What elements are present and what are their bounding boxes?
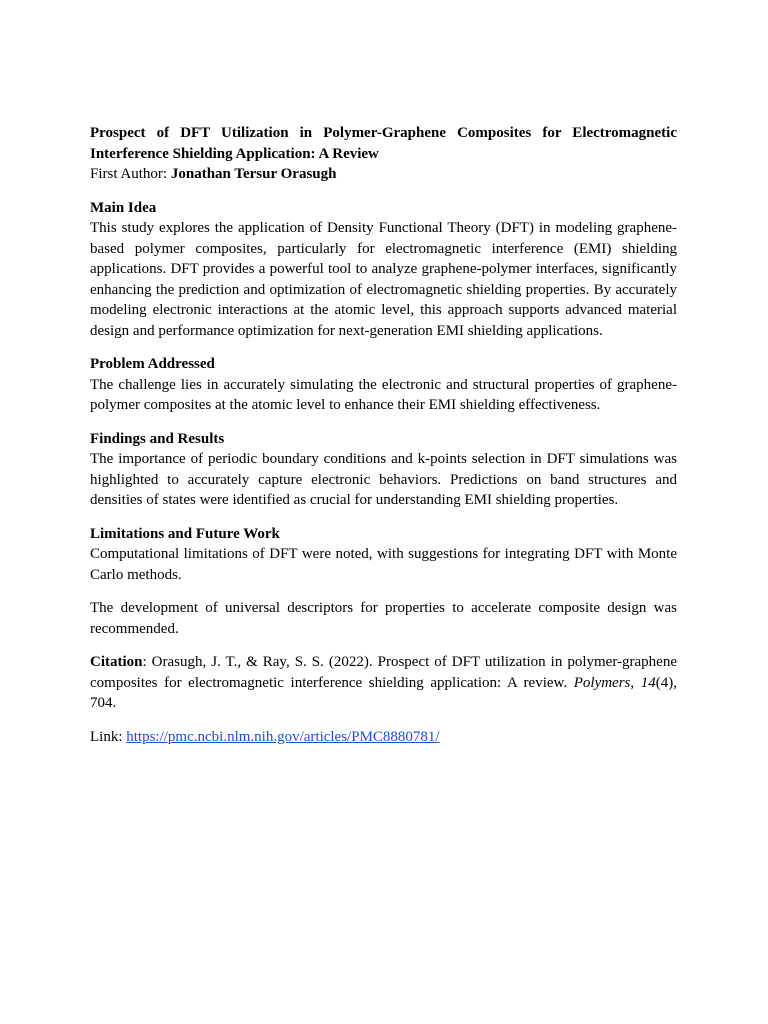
citation-label: Citation — [90, 654, 143, 670]
author-line — [90, 164, 677, 185]
section-problem — [90, 354, 677, 416]
link-paragraph — [90, 727, 677, 748]
section-text-2: The development of universal descriptors for properties to accelerate composite design was recommended. — [90, 600, 677, 637]
citation-paragraph — [90, 652, 677, 714]
document-title: Prospect of DFT Utilization in Polymer-Graphene Composites for Electromagnetic Interference Shielding Application: A Review — [90, 125, 677, 162]
author-name: Jonathan Tersur Orasugh — [170, 166, 337, 182]
document-body — [90, 123, 677, 747]
section-heading: Main Idea — [90, 199, 157, 216]
link-line — [90, 727, 677, 748]
author-label: First Author: — [90, 166, 171, 182]
section-text: The importance of periodic boundary conditions and k-points selection in DFT simulations was highlighted to accurately capture electronic behaviors. Predictions on band structures and densities of states were identified as crucial for understanding EMI shielding properties. — [90, 451, 677, 508]
section-heading: Findings and Results — [90, 430, 225, 447]
section-text: Computational limitations of DFT were noted, with suggestions for integrating DFT with Monte Carlo methods. — [90, 546, 677, 583]
section-text: The challenge lies in accurately simulating the electronic and structural properties of graphene-polymer composites at the atomic level to enhance their EMI shielding effectiveness. — [90, 376, 677, 413]
section-main-idea — [90, 198, 677, 342]
section-text: This study explores the application of Density Functional Theory (DFT) in modeling graphene-based polymer composites, particularly for electromagnetic interference (EMI) shielding applications. DFT provides a powerful tool to analyze graphene-polymer interfaces, significantly enhancing the prediction and optimization of electromagnetic shielding properties. By accurately modeling electronic interactions at the atomic level, this approach supports advanced material design and performance optimization for next-generation EMI shielding applications. — [90, 220, 677, 339]
citation-issue-pages: (4), 704. — [90, 674, 677, 711]
citation-comma: , — [630, 674, 641, 691]
article-link[interactable]: https://pmc.ncbi.nlm.nih.gov/articles/PMC8880781/ — [126, 728, 440, 745]
citation-volume: 14 — [640, 674, 656, 691]
section-heading: Limitations and Future Work — [90, 525, 280, 542]
link-label: Link: — [90, 728, 127, 745]
citation-text: : Orasugh, J. T., & Ray, S. S. (2022). Prospect of DFT utilization in polymer-graphene composites for electromagnetic interference shielding application: A review. — [90, 654, 677, 691]
citation-journal: Polymers — [573, 674, 631, 691]
section-limitations — [90, 524, 677, 640]
section-findings — [90, 429, 677, 511]
section-heading: Problem Addressed — [90, 356, 215, 372]
citation — [90, 652, 677, 714]
